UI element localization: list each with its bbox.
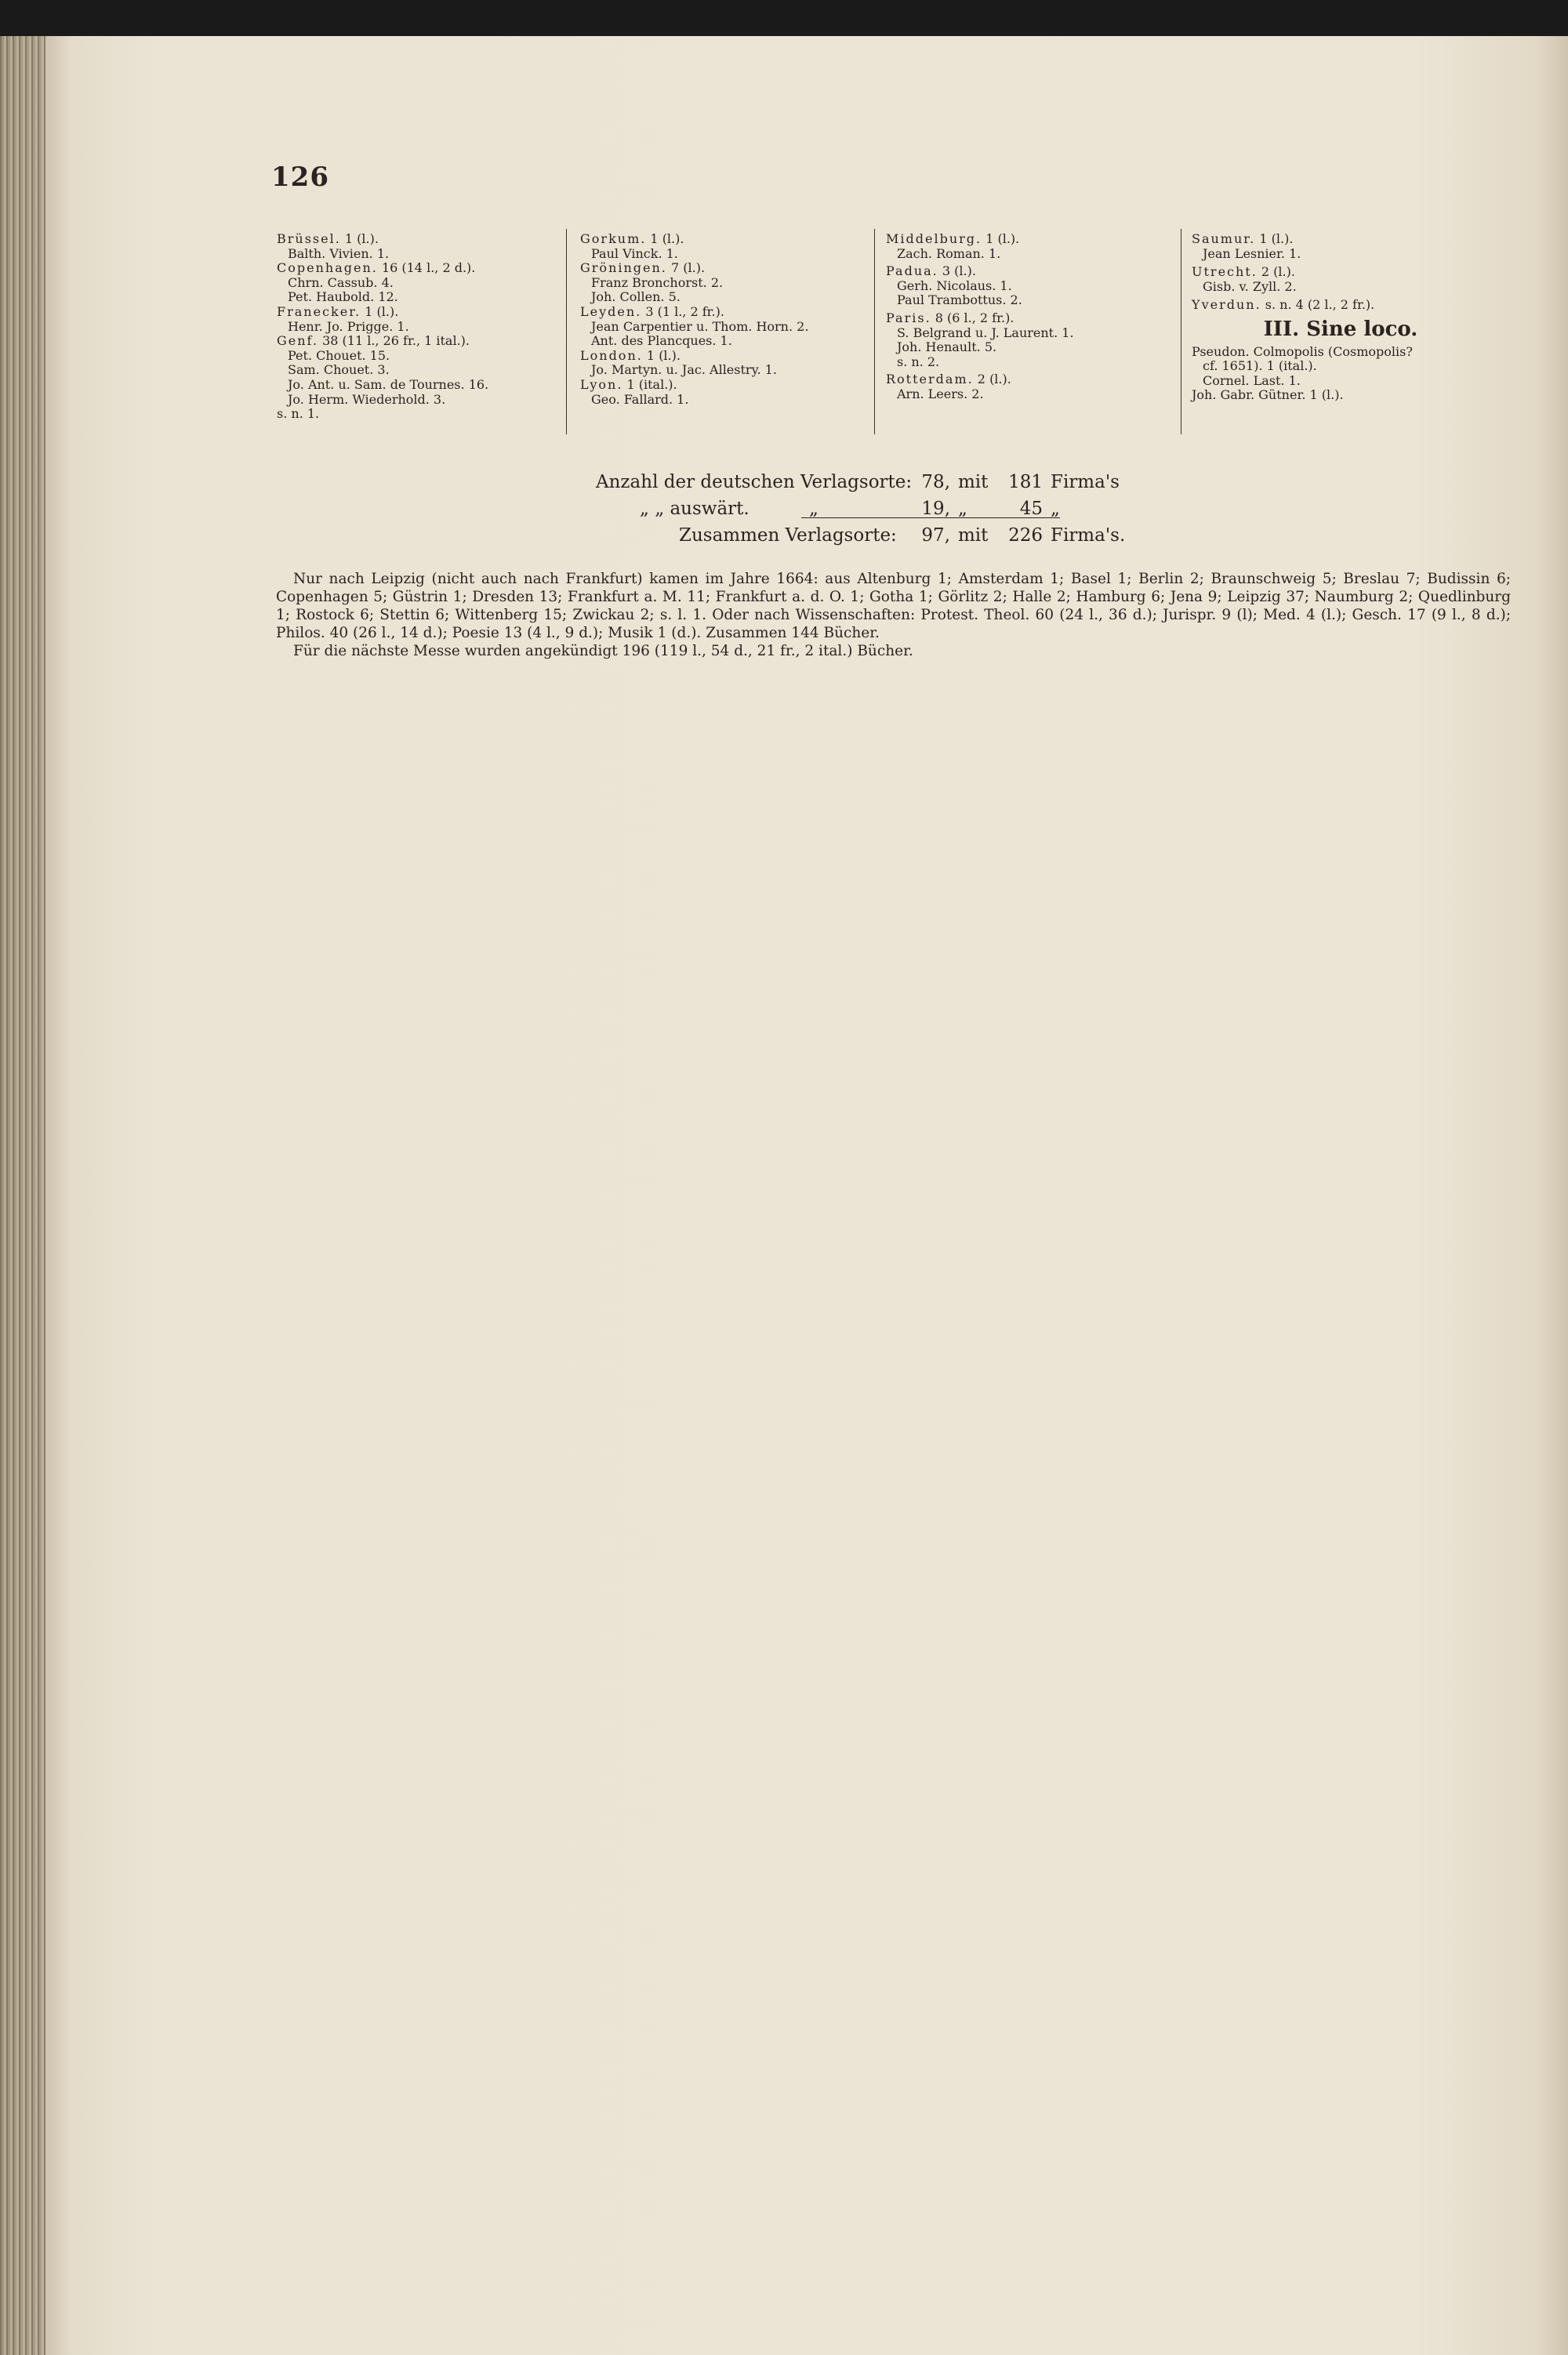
place-name: Padua.	[886, 263, 938, 279]
summary-label: „ „ auswärt.	[640, 499, 750, 519]
printer-entry: Gisb. v. Zyll. 2.	[1203, 278, 1297, 294]
printer-entry: Balth. Vivien. 1.	[288, 245, 390, 261]
printer-entry: Jean Lesnier. 1.	[1203, 245, 1301, 261]
place-name: Franecker.	[277, 303, 361, 319]
place-count: 16 (14 l., 2 d.).	[381, 260, 476, 276]
printer-entry: s. n. 2.	[897, 354, 940, 369]
place-count: 8 (6 l., 2 fr.).	[935, 310, 1014, 325]
summary-count: 97,	[921, 525, 950, 546]
printer-entry: Ant. des Plancques. 1.	[591, 333, 732, 349]
place-count: 1 (l.).	[344, 231, 379, 246]
place-name: Rotterdam.	[886, 372, 974, 387]
place-count: 1 (ital.).	[626, 376, 677, 392]
place-count: 1 (l.).	[646, 347, 681, 363]
place-name: Utrecht.	[1192, 264, 1258, 280]
place-count: 2 (l.).	[1261, 264, 1295, 280]
summary-firma: Firma's	[1051, 472, 1120, 492]
place-count: 7 (l.).	[670, 260, 706, 276]
printer-entry: Franz Bronchorst. 2.	[591, 274, 724, 290]
column-4	[1192, 232, 1490, 403]
printer-entry: Paul Vinck. 1.	[591, 245, 678, 261]
place-name: Leyden.	[580, 303, 642, 319]
place-name: Copenhagen.	[277, 260, 378, 276]
place-count: 38 (11 l., 26 fr., 1 ital.).	[322, 333, 470, 349]
place-count: s. n. 4 (2 l., 2 fr.).	[1265, 297, 1375, 313]
summary-ditto: „	[958, 499, 967, 519]
printer-entry: Chrn. Cassub. 4.	[288, 274, 394, 290]
place-name: Genf.	[277, 333, 318, 349]
printer-entry: Arn. Leers. 2.	[897, 386, 984, 401]
column-3	[886, 232, 1176, 402]
place-name: Lyon.	[580, 376, 623, 392]
printer-entry: Pet. Haubold. 12.	[288, 289, 398, 305]
printer-entry: Jo. Herm. Wiederhold. 3.	[288, 391, 446, 407]
place-count: 1 (l.).	[985, 231, 1020, 246]
page-number: 126	[271, 161, 329, 193]
sine-loco-entry: Joh. Gabr. Gütner. 1 (l.).	[1192, 387, 1344, 403]
place-name: Yverdun.	[1192, 297, 1261, 313]
place-name: Saumur.	[1192, 231, 1256, 246]
printer-entry: Zach. Roman. 1.	[897, 245, 1001, 261]
place-name: Brüssel.	[277, 231, 341, 246]
summary-label: Zusammen Verlagsorte:	[679, 525, 897, 546]
column-rule	[566, 229, 567, 434]
summary-count: 78,	[921, 472, 950, 492]
column-rule	[874, 229, 875, 434]
place-name: Gorkum.	[580, 231, 647, 246]
place-name: Paris.	[886, 310, 931, 325]
printer-entry: Geo. Fallard. 1.	[591, 391, 689, 407]
summary-mit: mit	[958, 472, 989, 492]
notes-paragraph-block	[276, 570, 1511, 660]
section-heading-sine-loco: III. Sine loco.	[1263, 317, 1418, 341]
summary-firm-count: 226	[1008, 525, 1043, 546]
summary-mit: mit	[958, 525, 989, 546]
summary-firma: Firma's.	[1051, 525, 1126, 546]
place-count: 3 (l.).	[942, 263, 976, 279]
summary-label: Anzahl der deutschen Verlagsorte:	[596, 472, 913, 492]
printer-entry: Sam. Chouet. 3.	[288, 362, 390, 378]
place-name: Middelburg.	[886, 231, 982, 246]
sine-loco-entry: Pseudon. Colmopolis (Cosmopolis?	[1192, 343, 1413, 359]
place-count: 1 (l.).	[1259, 231, 1294, 246]
summary-ditto: „	[809, 499, 818, 519]
printer-entry: Joh. Henault. 5.	[897, 339, 997, 355]
printer-entry: Gerh. Nicolaus. 1.	[897, 278, 1012, 293]
printer-entry: Jean Carpentier u. Thom. Horn. 2.	[591, 318, 809, 334]
place-count: 1 (l.).	[650, 231, 684, 246]
place-count: 2 (l.).	[977, 372, 1011, 387]
sine-loco-entry: Cornel. Last. 1.	[1203, 372, 1301, 388]
summary-firma: „	[1051, 499, 1060, 519]
summary-count: 19,	[921, 499, 950, 519]
printer-entry: S. Belgrand u. J. Laurent. 1.	[897, 325, 1074, 340]
notes-paragraph: Nur nach Leipzig (nicht auch nach Frankfurt) kamen im Jahre 1664: aus Altenburg 1; Amsterdam 1; Basel 1; Berlin 2; Braunschweig 5; Breslau 7; Budissin 6; Copenhagen 5; Güstrin 1; Dresden 13; Frankfurt a. M. 11; Frankfurt a. d. O. 1; Gotha 1; Görlitz 2; Halle 2; Hamburg 6; Jena 9; Leipzig 37; Naumburg 2; Quedlinburg 1; Rostock 6; Stettin 6; Wittenberg 15; Zwickau 2; s. l. 1. Oder nach Wissenschaften: Protest. Theol. 60 (24 l., 36 d.); Jurispr. 9 (l); Med. 4 (l.); Gesch. 17 (9 l., 8 d.); Philos. 40 (26 l., 14 d.); Poesie 13 (4 l., 9 d.); Musik 1 (d.). Zusammen 144 Bücher.	[276, 571, 1511, 641]
printer-entry: Joh. Collen. 5.	[591, 289, 681, 305]
printer-entry: Paul Trambottus. 2.	[897, 292, 1022, 308]
place-count: 3 (1 l., 2 fr.).	[645, 303, 724, 319]
summary-sum-rule	[801, 517, 1060, 518]
printer-entry: Pet. Chouet. 15.	[288, 347, 390, 363]
printer-entry-sn: s. n. 1.	[277, 406, 320, 422]
column-1	[277, 232, 559, 422]
printer-entry: Jo. Ant. u. Sam. de Tournes. 16.	[288, 376, 489, 392]
notes-paragraph: Für die nächste Messe wurden angekündigt 196 (119 l., 54 d., 21 fr., 2 ital.) Bücher.	[293, 643, 913, 659]
sine-loco-entry: cf. 1651). 1 (ital.).	[1203, 358, 1317, 374]
printer-entry: Jo. Martyn. u. Jac. Allestry. 1.	[591, 362, 777, 378]
page-stack-edge	[0, 36, 45, 2355]
printer-entry: Henr. Jo. Prigge. 1.	[288, 318, 409, 334]
column-2	[580, 232, 870, 407]
place-name: London.	[580, 347, 643, 363]
summary-firm-count: 181	[1008, 472, 1043, 492]
place-name: Gröningen.	[580, 260, 667, 276]
place-count: 1 (l.).	[365, 303, 399, 319]
bleed-through-text	[1223, 847, 1227, 863]
summary-firm-count: 45	[1019, 499, 1043, 519]
